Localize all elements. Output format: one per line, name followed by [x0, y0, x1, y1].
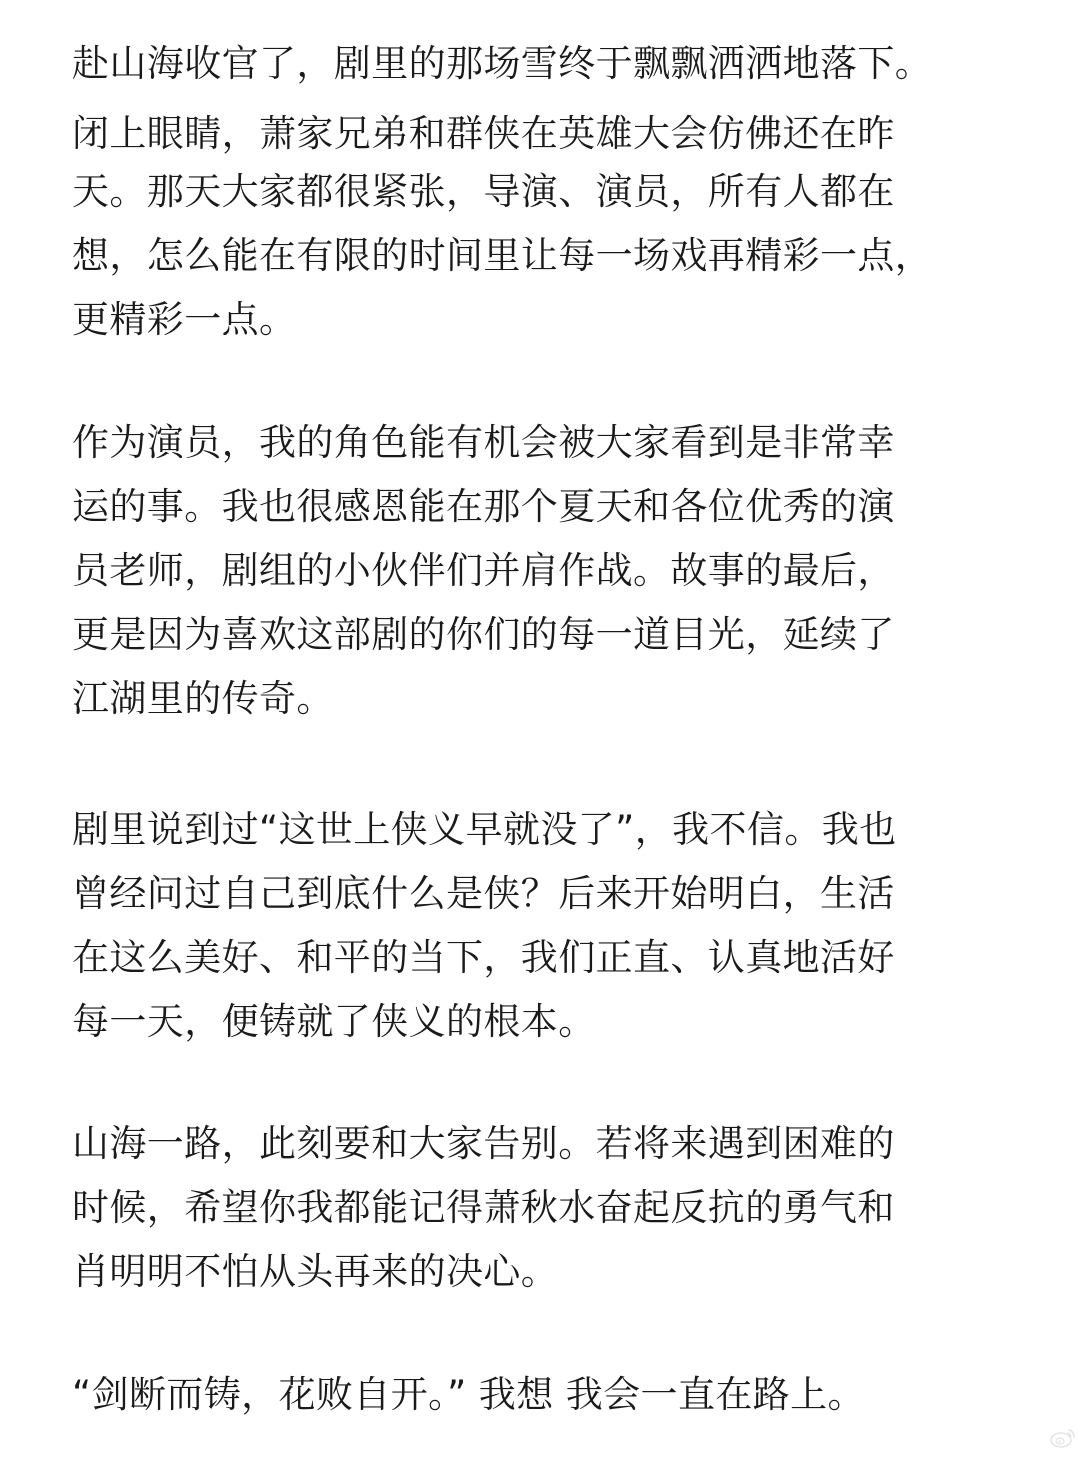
paragraph-4-line-3: 肖明明不怕从头再来的决心。 [72, 1250, 559, 1293]
paragraph-2-line-2: 运的事。我也很感恩能在那个夏天和各位优秀的演 [72, 485, 895, 528]
paragraph-4-line-2: 时候，希望你我都能记得萧秋水奋起反抗的勇气和 [72, 1186, 895, 1229]
paragraph-1-line-5: 更精彩一点。 [72, 298, 297, 341]
paragraph-3-line-3: 在这么美好、和平的当下，我们正直、认真地活好 [72, 936, 895, 979]
paragraph-1-line-3: 天。那天大家都很紧张，导演、演员，所有人都在 [72, 170, 895, 213]
paragraph-5-line-1: “剑断而铸，花败自开。” 我想 我会一直在路上。 [72, 1373, 865, 1416]
watermark [1050, 1425, 1076, 1451]
paragraph-1-line-4: 想，怎么能在有限的时间里让每一场戏再精彩一点， [72, 234, 933, 277]
paragraph-2-line-1: 作为演员，我的角色能有机会被大家看到是非常幸 [72, 421, 895, 464]
paragraph-3-line-1: 剧里说到过“这世上侠义早就没了”，我不信。我也 [72, 808, 897, 851]
paragraph-2-line-5: 江湖里的传奇。 [72, 677, 334, 720]
weibo-logo-icon [1050, 1427, 1076, 1449]
paragraph-3-line-4: 每一天，便铸就了侠义的根本。 [72, 1000, 596, 1043]
paragraph-2-line-4: 更是因为喜欢这部剧的你们的每一道目光，延续了 [72, 613, 895, 656]
paragraph-1-line-2: 闭上眼睛，萧家兄弟和群侠在英雄大会仿佛还在昨 [72, 112, 895, 155]
paragraph-2-line-3: 员老师，剧组的小伙伴们并肩作战。故事的最后， [72, 549, 895, 592]
paragraph-3-line-2: 曾经问过自己到底什么是侠？后来开始明白，生活 [72, 872, 895, 915]
paragraph-1-line-1: 赴山海收官了，剧里的那场雪终于飘飘洒洒地落下。 [72, 42, 933, 85]
paragraph-4-line-1: 山海一路，此刻要和大家告别。若将来遇到困难的 [72, 1122, 895, 1165]
